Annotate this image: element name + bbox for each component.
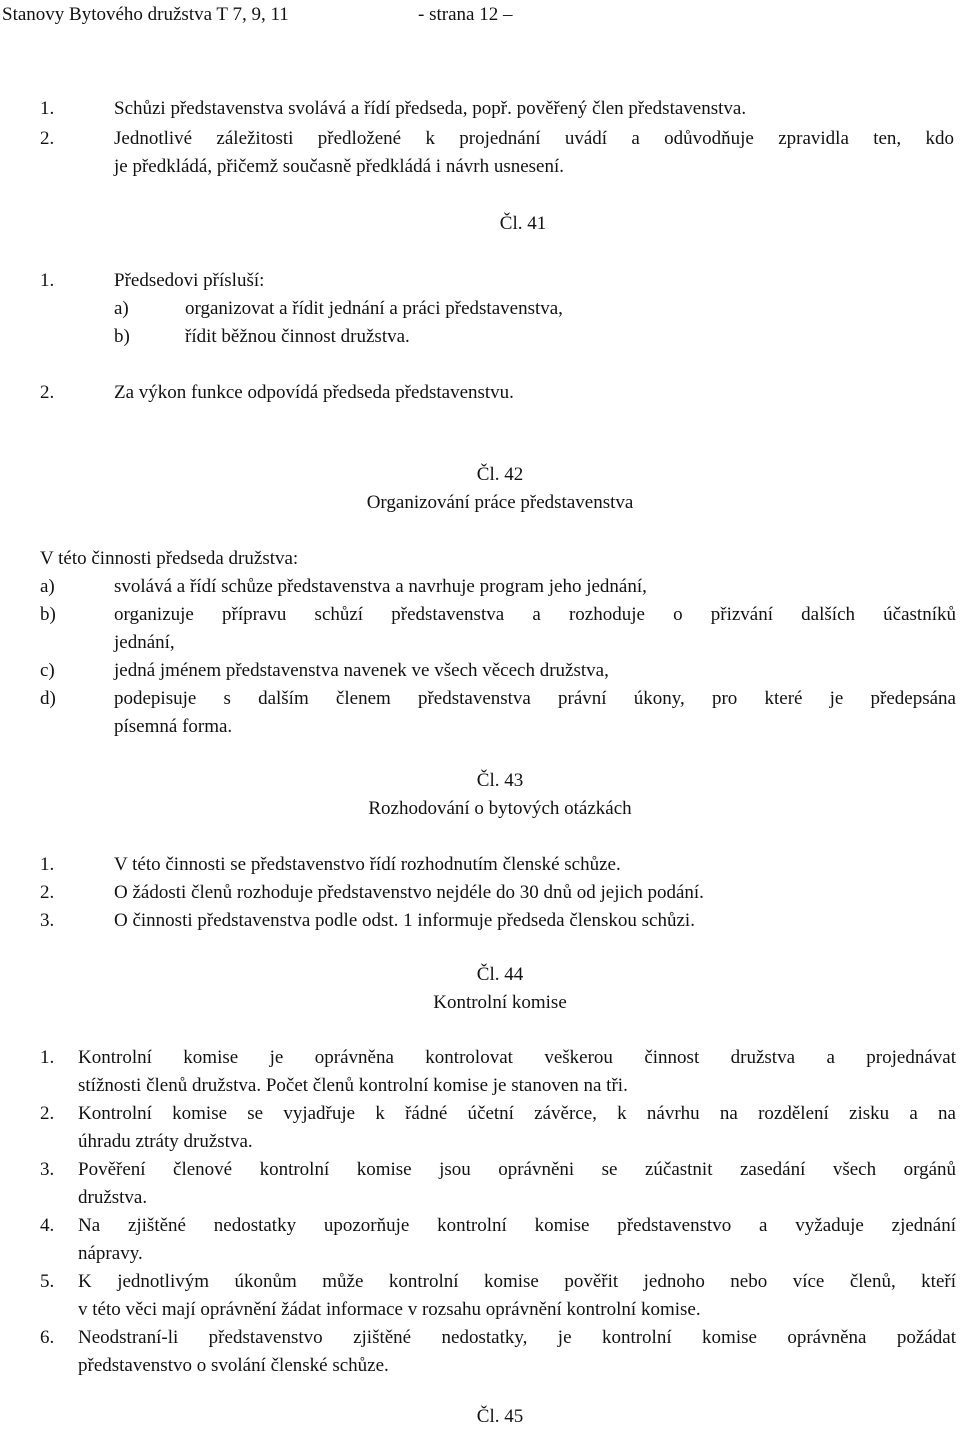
article-41-item-number: 1. [40,270,55,291]
article-41-subitem-text: organizovat a řídit jednání a práci představenstva, [185,298,563,319]
article-43-item-number: 2. [40,882,55,903]
article-43-item-text: O činnosti představenstva podle odst. 1 informuje předseda členskou schůzi. [114,910,695,931]
article-44-item-text: v této věci mají oprávnění žádat informace v rozsahu oprávnění kontrolní komise. [78,1299,701,1320]
article-44-item-text: Kontrolní komise je oprávněna kontrolovat veškerou činnost družstva a projednávat [78,1047,956,1068]
article-42-item-text: jednání, [114,632,175,653]
article-44-item-number: 2. [40,1103,55,1124]
article-42-item-text: písemná forma. [114,716,233,737]
article-44-item-text: K jednotlivým úkonům může kontrolní komise pověřit jednoho nebo více členů, kteří [78,1271,956,1292]
article-41-subitem-letter: b) [114,326,130,347]
article-43-item-text: V této činnosti se představenstvo řídí rozhodnutím členské schůze. [114,854,621,875]
article-heading-43: Čl. 43 [476,770,524,791]
article-42-intro: V této činnosti předseda družstva: [40,548,299,569]
article-41-subitem-letter: a) [114,298,129,319]
article-44-item-text: Na zjištěné nedostatky upozorňuje kontrolní komise představenstvo a vyžaduje zjednání [78,1215,956,1236]
header-page-number: - strana 12 – [418,4,513,25]
article-subtitle-42: Organizování práce představenstva [366,492,634,513]
article-44-item-text: představenstvo o svolání členské schůze. [78,1355,389,1376]
article-heading-44: Čl. 44 [476,964,524,985]
article-41-item-number: 2. [40,382,55,403]
article-42-item-text: jedná jménem představenstva navenek ve všech věcech družstva, [114,660,609,681]
intro-item-number: 1. [40,98,55,119]
intro-item-number: 2. [40,128,55,149]
article-subtitle-43: Rozhodování o bytových otázkách [368,798,632,819]
article-44-item-number: 4. [40,1215,55,1236]
article-43-item-number: 3. [40,910,55,931]
article-44-item-text: úhradu ztráty družstva. [78,1131,253,1152]
article-41-subitem-text: řídit běžnou činnost družstva. [185,326,410,347]
article-44-item-text: Kontrolní komise se vyjadřuje k řádné účetní závěrce, k návrhu na rozdělení zisku a na [78,1103,956,1124]
article-42-item-letter: b) [40,604,56,625]
article-44-item-number: 1. [40,1047,55,1068]
article-42-item-letter: c) [40,660,55,681]
article-42-item-letter: d) [40,688,56,709]
header-title: Stanovy Bytového družstva T 7, 9, 11 [2,4,289,25]
article-44-item-text: Neodstraní-li představenstvo zjištěné nedostatky, je kontrolní komise oprávněna požádat [78,1327,956,1348]
article-42-item-text: svolává a řídí schůze představenstva a navrhuje program jeho jednání, [114,576,647,597]
article-44-item-text: Pověření členové kontrolní komise jsou oprávněni se zúčastnit zasedání všech orgánů [78,1159,956,1180]
article-subtitle-44: Kontrolní komise [433,992,567,1013]
article-43-item-text: O žádosti členů rozhoduje představenstvo nejdéle do 30 dnů od jejich podání. [114,882,704,903]
intro-item-text: Jednotlivé záležitosti předložené k projednání uvádí a odůvodňuje zpravidla ten, kdo [114,128,954,149]
intro-item-text: je předkládá, přičemž současně předkládá i návrh usnesení. [114,156,565,177]
article-44-item-number: 6. [40,1327,55,1348]
article-heading-41: Čl. 41 [499,213,547,234]
article-41-item-text: Předsedovi přísluší: [114,270,265,291]
article-44-item-number: 3. [40,1159,55,1180]
article-43-item-number: 1. [40,854,55,875]
article-heading-45: Čl. 45 [476,1406,524,1427]
article-42-item-text: podepisuje s dalším členem představenstva právní úkony, pro které je předepsána [114,688,956,709]
article-44-item-text: družstva. [78,1187,148,1208]
article-41-item-text: Za výkon funkce odpovídá předseda představenstvu. [114,382,514,403]
article-44-item-text: stížnosti členů družstva. Počet členů kontrolní komise je stanoven na tři. [78,1075,628,1096]
article-heading-42: Čl. 42 [476,464,524,485]
article-42-item-letter: a) [40,576,55,597]
article-42-item-text: organizuje přípravu schůzí představenstva a rozhoduje o přizvání dalších účastníků [114,604,956,625]
article-44-item-text: nápravy. [78,1243,143,1264]
article-44-item-number: 5. [40,1271,55,1292]
intro-item-text: Schůzi představenstva svolává a řídí předseda, popř. pověřený člen představenstva. [114,98,747,119]
